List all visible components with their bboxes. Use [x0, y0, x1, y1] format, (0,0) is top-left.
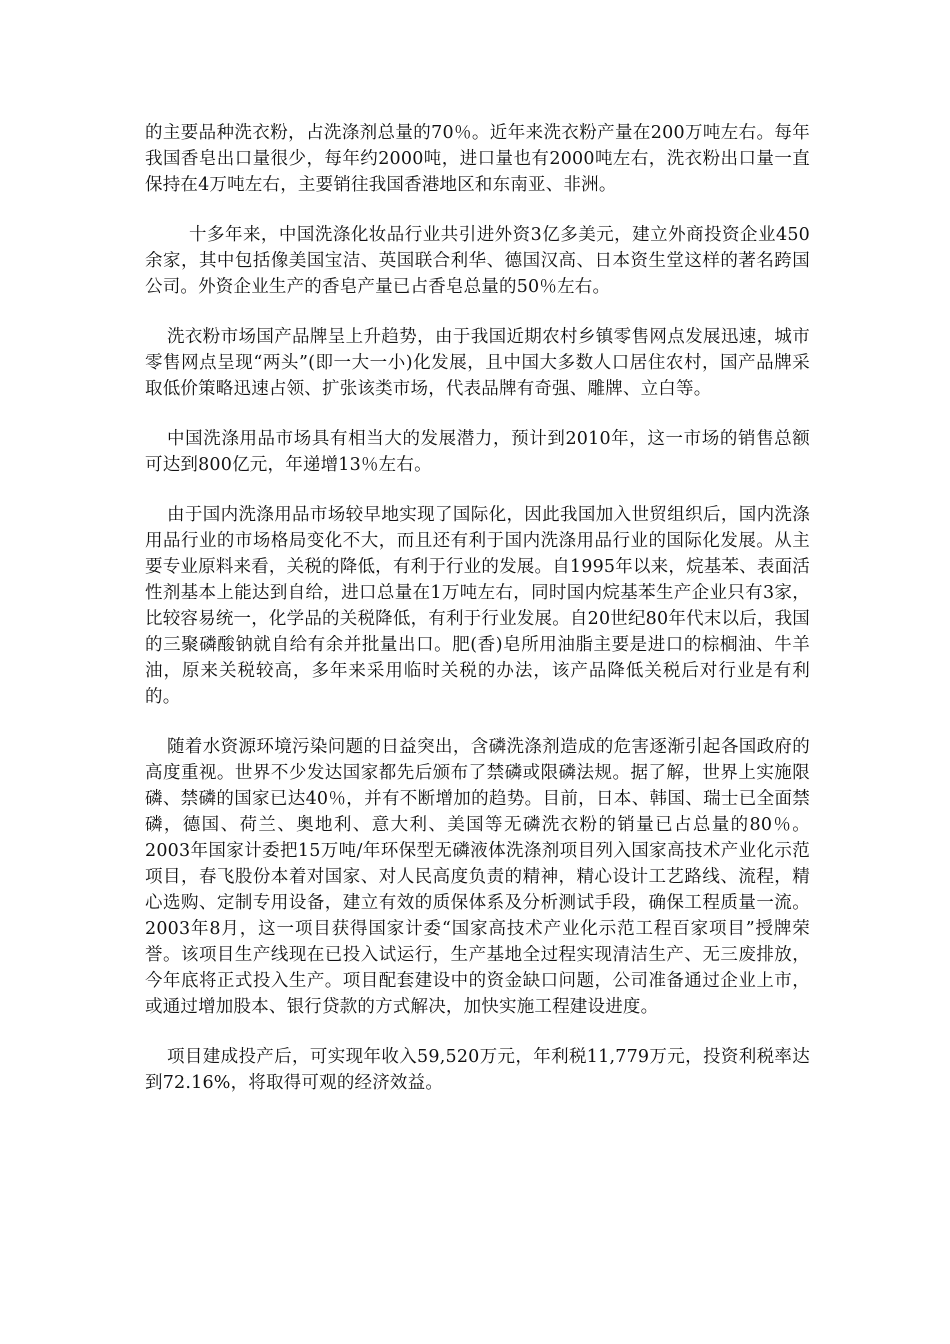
paragraph-domestic-brands: 洗衣粉市场国产品牌呈上升趋势，由于我国近期农村乡镇零售网点发展迅速，城市零售网点呈现“两头”(即一大一小)化发展，且中国大多数人口居住农村，国产品牌采取低价策略迅速占领、扩张该类市场，代表品牌有奇强、雕牌、立白等。: [145, 327, 810, 399]
paragraph-phosphate-free-project: 随着水资源环境污染问题的日益突出，含磷洗涤剂造成的危害逐渐引起各国政府的高度重视。世界不少发达国家都先后颁布了禁磷或限磷法规。据了解，世界上实施限磷、禁磷的国家已达40％，并有不断增加的趋势。目前，日本、韩国、瑞士已全面禁磷，德国、荷兰、奥地利、意大利、美国等无磷洗衣粉的销量已占总量的80％。2003年国家计委把15万吨/年环保型无磷液体洗涤剂项目列入国家高技术产业化示范项目，春飞股份本着对国家、对人民高度负责的精神，精心设计工艺路线、流程，精心选购、定制专用设备，建立有效的质保体系及分析测试手段，确保工程质量一流。2003年8月，这一项目获得国家计委“国家高技术产业化示范工程百家项目”授牌荣誉。该项目生产线现在已投入试运行，生产基地全过程实现清洁生产、无三废排放，今年底将正式投入生产。项目配套建设中的资金缺口问题，公司准备通过企业上市，或通过增加股本、银行贷款的方式解决，加快实施工程建设进度。: [145, 737, 810, 1017]
paragraph-market-potential: 中国洗涤用品市场具有相当大的发展潜力，预计到2010年，这一市场的销售总额可达到800亿元，年递增13％左右。: [145, 429, 810, 475]
paragraph-washing-powder-output: 的主要品种洗衣粉，占洗涤剂总量的70％。近年来洗衣粉产量在200万吨左右。每年我国香皂出口量很少，每年约2000吨，进口量也有2000吨左右，洗衣粉出口量一直保持在4万吨左右，主要销往我国香港地区和东南亚、非洲。: [145, 123, 810, 195]
paragraph-wto-impact: 由于国内洗涤用品市场较早地实现了国际化，因此我国加入世贸组织后，国内洗涤用品行业的市场格局变化不大，而且还有利于国内洗涤用品行业的国际化发展。从主要专业原料来看，关税的降低，有利于行业的发展。自1995年以来，烷基苯、表面活性剂基本上能达到自给，进口总量在1万吨左右，同时国内烷基苯生产企业只有3家，比较容易统一，化学品的关税降低，有利于行业发展。自20世纪80年代末以后，我国的三聚磷酸钠就自给有余并批量出口。肥(香)皂所用油脂主要是进口的棕榈油、牛羊油，原来关税较高，多年来采用临时关税的办法，该产品降低关税后对行业是有利的。: [145, 505, 810, 707]
document-body: [145, 120, 810, 1120]
paragraph-foreign-investment: 十多年来，中国洗涤化妆品行业共引进外资3亿多美元，建立外商投资企业450余家，其中包括像美国宝洁、英国联合利华、德国汉高、日本资生堂这样的著名跨国公司。外资企业生产的香皂产量已占香皂总量的50％左右。: [145, 225, 810, 297]
paragraph-economic-benefits: 项目建成投产后，可实现年收入59,520万元，年利税11,779万元，投资利税率达到72.16%，将取得可观的经济效益。: [145, 1047, 810, 1093]
